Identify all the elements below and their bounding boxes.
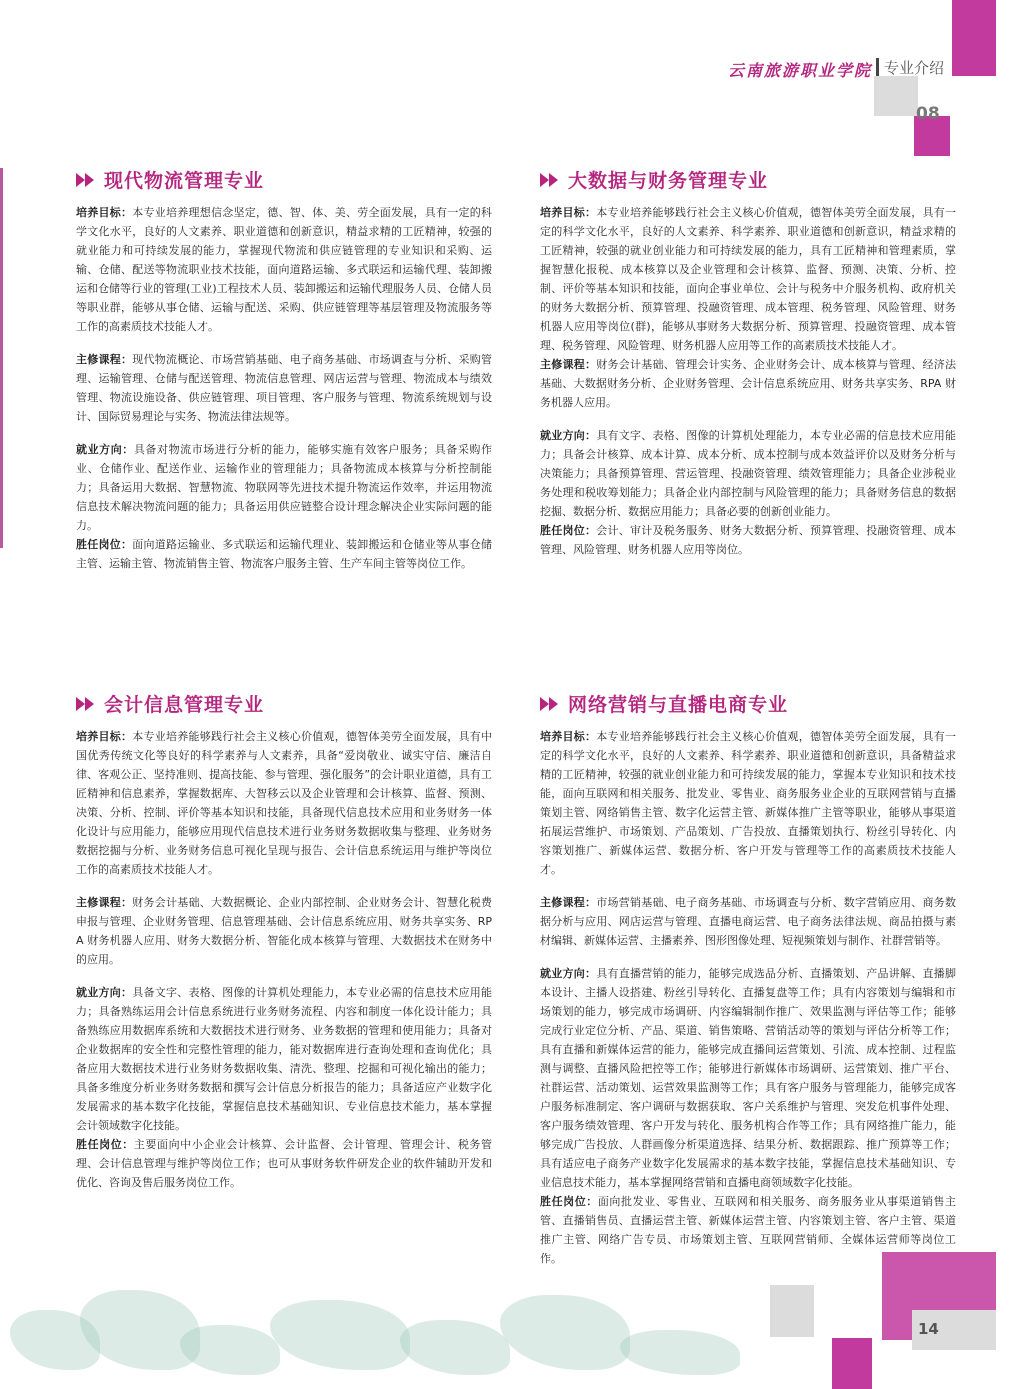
training-goal: 培养目标：本专业培养能够践行社会主义核心价值观，德智体美劳全面发展，具有中国优秀传统文化等良好的科学素养与人文素养，具备“爱岗敬业、诚实守信、廉洁自律、客观公正、坚持准则、提高技能、参与管理、强化服务”的会计职业道德，具有工匠精神和信息素养，掌握数据库、大智移云以及企业管理和会计核算、监督、预测、决策、分析、控制、评价等基本知识和技能，具备现代信息技术应用和业务财务一体化设计与应用能力，能够应用现代信息技术进行业务财务数据收集与整理、业务财务数据挖掘与分析、业务财务信息可视化呈现与报告、会计信息系统运用与维护等岗位工作的高素质技术技能人才。 xyxy=(76,730,492,876)
training-goal: 培养目标：本专业培养能够践行社会主义核心价值观，德智体美劳全面发展，具有一定的科学文化水平，良好的人文素养、科学素养、职业道德和创新意识，具备精益求精的工匠精神，较强的就业创业能力和可持续发展的能力，掌握本专业知识和技术技能，面向互联网和相关服务、批发业、零售业、商务服务业企业的互联网营销与直播策划主管、网络销售主管、数字化运营主管、新媒体推广主管等职业，能够从事渠道拓展运营维护、市场策划、产品策划、广告投放、直播策划执行、粉丝引导转化、内容策划推广、新媒体运营、数据分析、客户开发与管理等工作的高素质技术技能人才。 xyxy=(540,730,956,876)
decor-square-magenta xyxy=(952,0,996,76)
job-positions: 胜任岗位：会计、审计及税务服务、财务大数据分析、预算管理、投融资管理、成本管理、风险管理、财务机器人应用等岗位。 xyxy=(540,524,956,556)
double-arrow-icon xyxy=(540,697,560,711)
program-title: 现代物流管理专业 xyxy=(104,170,265,192)
career-direction: 就业方向：具有直播营销的能力，能够完成选品分析、直播策划、产品讲解、直播脚本设计、主播人设搭建、粉丝引导转化、直播复盘等工作；具有内容策划与编辑和市场策划的能力，够完成市场调研、内容编辑制作推广、效果监测与评估等工作；能够完成行业定位分析、产品、渠道、销售策略、营销活动等的策划与评估分析等工作；具有直播和新媒体运营的能力，能够完成直播间运营策划、引流、成本控制、过程监测与调整、直播风险把控等工作；能够进行新媒体市场调研、运营策划、推广平台、社群运营、活动策划、运营效果监测等工作；具有客户服务与管理能力，能够完成客户服务标准制定、客户调研与数据获取、客户关系维护与管理、突发危机事件处理、客户服务绩效管理、客户开发与转化、服务机构合作等工作；具有网络推广能力，能够完成广告投放、人群画像分析渠道选择、结果分析、数据跟踪、推广预算等工作；具有适应电子商务产业数字化发展需求的基本数字技能，掌握信息技术基础知识、专业信息技术能力，基本掌握网络营销和直播电商领域数字化技能。 xyxy=(540,967,956,1189)
page-number-top: 08 xyxy=(916,104,940,124)
double-arrow-icon xyxy=(76,697,96,711)
main-courses: 主修课程：现代物流概论、市场营销基础、电子商务基础、市场调查与分析、采购管理、运输管理、仓储与配送管理、物流信息管理、网店运营与管理、物流成本与绩效管理、物流设施设备、供应链管理、项目管理、客户服务与管理、物流系统规划与设计、国际贸易理论与实务、物流法律法规等。 xyxy=(76,353,492,423)
header-divider xyxy=(876,58,879,76)
training-goal: 培养目标：本专业培养理想信念坚定，德、智、体、美、劳全面发展，具有一定的科学文化水平，良好的人文素养、职业道德和创新意识，精益求精的工匠精神，较强的就业能力和可持续发展的能力，掌握现代物流和供应链管理的专业知识和采购、运输、仓储、配送等物流职业技术技能，面向道路运输、多式联运和运输代理、装卸搬运和仓储等行业的管理(工业)工程技术人员、装卸搬运和运输代理服务人员、仓储人员等职业群，能够从事仓储、运输与配送、采购、供应链管理等基层管理及物流服务等工作的高素质技术技能人才。 xyxy=(76,206,492,333)
double-arrow-icon xyxy=(540,173,560,187)
program-title: 大数据与财务管理专业 xyxy=(568,170,769,192)
left-margin-bar xyxy=(0,168,3,548)
career-direction: 就业方向：具备对物流市场进行分析的能力，能够实施有效客户服务；具备采购作业、仓储作业、配送作业、运输作业的管理能力；具备物流成本核算与分析控制能力；具备运用大数据、智慧物流、物联网等先进技术提升物流运作效率，并运用物流信息技术解决物流问题的能力；具备运用供应链整合设计理念解决企业实际问题的能力。 xyxy=(76,443,492,532)
decor-square-magenta xyxy=(832,1338,872,1389)
double-arrow-icon xyxy=(76,173,96,187)
job-positions: 胜任岗位：主要面向中小企业会计核算、会计监督、会计管理、管理会计、税务管理、会计信息管理与维护等岗位工作；也可从事财务软件研发企业的软件辅助开发和优化、咨询及售后服务岗位工作。 xyxy=(76,1138,492,1189)
main-courses: 主修课程：财务会计基础、管理会计实务、企业财务会计、成本核算与管理、经济法基础、大数据财务分析、企业财务管理、会计信息系统应用、财务共享实务、RPA 财务机器人应用。 xyxy=(540,358,956,409)
program-live-ecommerce xyxy=(540,690,956,1268)
decor-square-grey xyxy=(874,76,918,116)
career-direction: 就业方向：具有文字、表格、图像的计算机处理能力，本专业必需的信息技术应用能力；具备会计核算、成本计算、成本分析、成本控制与成本效益评价以及财务分析与决策能力；具备预算管理、营运管理、投融资管理、绩效管理能力；具备企业涉税业务处理和税收筹划能力；具备企业内部控制与风险管理的能力；具备财务信息的数据挖掘、数据分析、数据应用能力；具备必要的创新创业能力。 xyxy=(540,429,956,518)
program-title: 会计信息管理专业 xyxy=(104,694,265,716)
career-direction: 就业方向：具备文字、表格、图像的计算机处理能力，本专业必需的信息技术应用能力；具备熟练运用会计信息系统进行业务财务流程、内容和制度一体化设计能力；具备熟练应用数据库系统和大数据技术进行财务、业务数据的管理和使用能力；具备对企业数据库的安全性和完整性管理的能力，能对数据库进行查询处理和查询优化；具备应用大数据技术进行业务财务数据收集、清洗、整理、挖掘和可视化输出的能力；具备多维度分析业务财务数据和撰写会计信息分析报告的能力；具备适应产业数字化发展需求的基本数字化技能，掌握信息技术基础知识、专业信息技术能力，基本掌握会计领域数字化技能。 xyxy=(76,986,492,1132)
main-courses: 主修课程：财务会计基础、大数据概论、企业内部控制、企业财务会计、智慧化税费申报与管理、企业财务管理、信息管理基础、会计信息系统应用、财务共享实务、RPA 财务机器人应用、财务大数据分析、智能化成本核算与管理、大数据技术在财务中的应用。 xyxy=(76,896,492,966)
program-logistics xyxy=(76,166,492,573)
job-positions: 胜任岗位：面向道路运输业、多式联运和运输代理业、装卸搬运和仓储业等从事仓储主管、运输主管、物流销售主管、物流客户服务主管、生产车间主管等岗位工作。 xyxy=(76,538,492,570)
program-title: 网络营销与直播电商专业 xyxy=(568,694,789,716)
program-big-data-finance xyxy=(540,166,956,559)
college-logo-text: 云南旅游职业学院 xyxy=(728,61,873,80)
decor-square-white xyxy=(950,76,996,116)
program-accounting-info xyxy=(76,690,492,1192)
decor-square-grey xyxy=(770,1285,814,1337)
program-heading xyxy=(540,166,956,193)
bottom-brush-decoration xyxy=(0,1270,770,1389)
job-positions: 胜任岗位：面向批发业、零售业、互联网和相关服务、商务服务业从事渠道销售主管、直播销售员、直播运营主管、新媒体运营主管、内容策划主管、客户主管、渠道推广主管、网络广告专员、市场策划主管、互联网营销师、全媒体运营师等岗位工作。 xyxy=(540,1195,956,1265)
program-heading xyxy=(76,690,492,717)
section-title: 专业介绍 xyxy=(884,59,945,77)
main-courses: 主修课程：市场营销基础、电子商务基础、市场调查与分析、数字营销应用、商务数据分析与应用、网店运营与管理、直播电商运营、电子商务法律法规、商品拍摄与素材编辑、新媒体运营、主播素养、图形图像处理、短视频策划与制作、社群营销等。 xyxy=(540,896,956,947)
program-heading xyxy=(540,690,956,717)
program-heading xyxy=(76,166,492,193)
training-goal: 培养目标：本专业培养能够践行社会主义核心价值观，德智体美劳全面发展，具有一定的科学文化水平，良好的人文素养、科学素养、职业道德和创新意识，精益求精的工匠精神，较强的就业创业能力和可持续发展的能力，具有工匠精神和管理素质，掌握智慧化报税、成本核算以及企业管理和会计核算、监督、预测、决策、分析、控制、评价等基本知识和技能，面向企事业单位、会计与税务中介服务机构、政府机关的财务大数据分析、预算管理、投融资管理、成本管理、税务管理、风险管理、财务机器人应用等岗位(群)，能够从事财务大数据分析、预算管理、投融资管理、成本管理、税务管理、风险管理、财务机器人应用等工作的高素质技术技能人才。 xyxy=(540,206,956,352)
page-number-bottom: 14 xyxy=(918,1320,939,1338)
